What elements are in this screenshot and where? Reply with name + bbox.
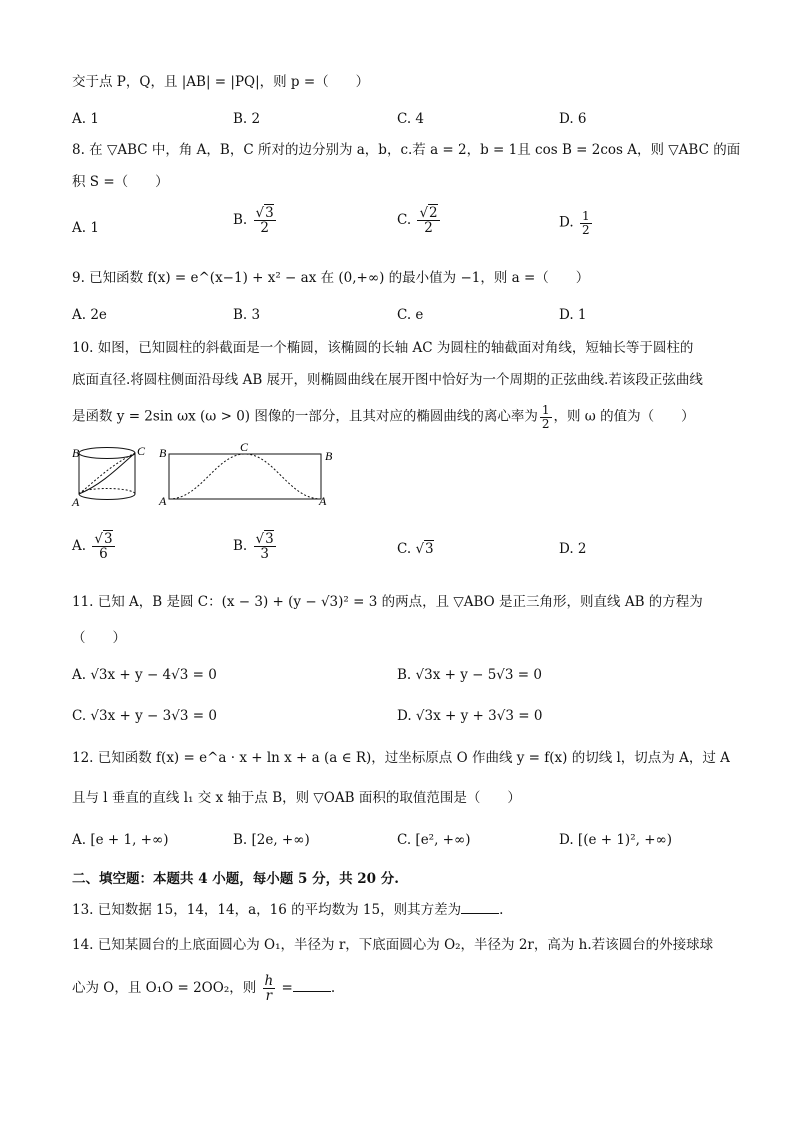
q13-stem: [72, 900, 503, 920]
q8-option-c[interactable]: [397, 206, 442, 235]
q12-stem-line2: 且与 l 垂直的直线 l₁ 交 x 轴于点 B，则 ▽OAB 面积的取值范围是（ ）: [72, 790, 521, 806]
q7-stem-tail: 交于点 P，Q，且 |AB| = |PQ|，则 p =（ ）: [72, 74, 370, 90]
q8-option-c-value: $\frac{√2}{2}$: [419, 205, 438, 237]
q7-option-b[interactable]: B. 2: [233, 111, 261, 127]
q8-option-d[interactable]: [559, 210, 594, 236]
q9-option-d[interactable]: D. 1: [559, 307, 587, 323]
q10-option-b-value: $\frac{√3}{3}$: [255, 531, 274, 563]
label-c-cylinder: C: [137, 444, 146, 458]
q10-stem-line3: [72, 404, 695, 430]
q14-stem-line2: [72, 974, 335, 1003]
q11-option-b[interactable]: B. √3x + y − 5√3 = 0: [397, 667, 542, 683]
q8-option-b[interactable]: [233, 206, 278, 235]
q13-end: .: [499, 902, 504, 918]
q14-h-over-r: $\frac{h}{r}$: [264, 973, 274, 1005]
q10-option-a-value: $\frac{√3}{6}$: [94, 531, 113, 563]
q13-text: 13. 已知数据 15，14，14，a，16 的平均数为 15，则其方差为: [72, 902, 462, 918]
q8-option-b-letter: B.: [233, 212, 248, 229]
q8-option-d-letter: D.: [559, 214, 574, 231]
q9-option-b[interactable]: B. 3: [233, 307, 261, 323]
q8-option-b-value: $\frac{√3}{2}$: [255, 205, 274, 237]
q8-option-a[interactable]: A. 1: [72, 220, 99, 236]
q10-figure: [66, 440, 350, 512]
q11-option-a[interactable]: A. √3x + y − 4√3 = 0: [72, 667, 217, 683]
q14-text: 心为 O，且 O₁O = 2OO₂，则: [72, 980, 257, 997]
q10-option-d[interactable]: D. 2: [559, 541, 587, 557]
q7-option-c[interactable]: C. 4: [397, 111, 425, 127]
section-2-heading: 二、填空题：本题共 4 小题，每小题 5 分，共 20 分.: [72, 871, 399, 887]
label-a-right: A: [319, 494, 327, 508]
q14-end: .: [330, 980, 336, 997]
q10-eccentricity: $\frac{1}{2}$: [541, 403, 550, 431]
q10-option-c-value: √3: [415, 541, 434, 557]
q10-option-b-letter: B.: [233, 538, 248, 555]
q10-option-c[interactable]: [397, 539, 434, 559]
q10-stem-line3-start: 是函数 y = 2sin ωx (ω > 0) 图像的一部分，且其对应的椭圆曲线的离心率为: [72, 408, 538, 425]
q10-option-a-letter: A.: [72, 538, 87, 555]
label-b-cylinder: B: [72, 446, 80, 460]
q13-answer-blank[interactable]: [461, 901, 499, 914]
q12-stem-line1: 12. 已知函数 f(x) = e^a · x + ln x + a (a ∈ R)，过坐标原点 O 作曲线 y = f(x) 的切线 l，切点为 A，过 A: [72, 750, 730, 766]
q9-stem: 9. 已知函数 f(x) = e^(x−1) + x² − ax 在 (0,+∞) 的最小值为 −1，则 a =（ ）: [72, 270, 590, 286]
q12-option-b[interactable]: B. [2e, +∞): [233, 832, 310, 848]
q10-stem-line3-end: ，则 ω 的值为（ ）: [553, 408, 695, 425]
q9-option-a[interactable]: A. 2e: [72, 307, 107, 323]
sine-curve: [169, 454, 321, 499]
q11-option-c[interactable]: C. √3x + y − 3√3 = 0: [72, 708, 217, 724]
q11-stem-line1: 11. 已知 A，B 是圆 C：(x − 3) + (y − √3)² = 3 的两点，且 ▽ABO 是正三角形，则直线 AB 的方程为: [72, 594, 703, 610]
q7-option-a[interactable]: A. 1: [72, 111, 99, 127]
q8-stem-line1: 8. 在 ▽ABC 中，角 A，B，C 所对的边分别为 a，b，c.若 a = 2，b = 1且 cos B = 2cos A，则 ▽ABC 的面: [72, 142, 741, 158]
unrolled-rectangle: [169, 454, 321, 499]
q10-option-b[interactable]: [233, 532, 278, 561]
q12-option-c[interactable]: C. [e², +∞): [397, 832, 471, 848]
q11-option-d[interactable]: D. √3x + y + 3√3 = 0: [397, 708, 543, 724]
q14-stem-line1: 14. 已知某圆台的上底面圆心为 O₁，半径为 r，下底面圆心为 O₂，半径为 2r，高为 h.若该圆台的外接球球: [72, 937, 714, 953]
q8-option-d-value: $\frac{1}{2}$: [581, 209, 590, 237]
q12-option-a[interactable]: A. [e + 1, +∞): [72, 832, 169, 848]
q8-stem-line2: 积 S =（ ）: [72, 174, 169, 190]
label-b-left: B: [159, 446, 167, 460]
q8-option-c-letter: C.: [397, 212, 412, 229]
q7-option-d[interactable]: D. 6: [559, 111, 587, 127]
q10-stem-line1: 10. 如图，已知圆柱的斜截面是一个椭圆，该椭圆的长轴 AC 为圆柱的轴截面对角线，短轴长等于圆柱的: [72, 340, 694, 356]
label-b-right: B: [325, 449, 333, 463]
label-a-cylinder: A: [72, 495, 80, 509]
q12-option-d[interactable]: D. [(e + 1)², +∞): [559, 832, 673, 848]
q10-stem-line2: 底面直径.将圆柱侧面沿母线 AB 展开，则椭圆曲线在展开图中恰好为一个周期的正弦曲线.若该段正弦曲线: [72, 372, 703, 388]
q9-option-c[interactable]: C. e: [397, 307, 424, 323]
q10-option-a[interactable]: [72, 532, 117, 561]
q10-option-c-letter: C.: [397, 541, 412, 557]
q11-stem-line2: （ ）: [72, 630, 126, 646]
label-a-left: A: [159, 494, 167, 508]
q14-answer-blank[interactable]: [293, 979, 331, 992]
label-c-top: C: [240, 440, 249, 454]
q14-equals: =: [281, 980, 293, 997]
cylinder-figure: [79, 448, 135, 500]
